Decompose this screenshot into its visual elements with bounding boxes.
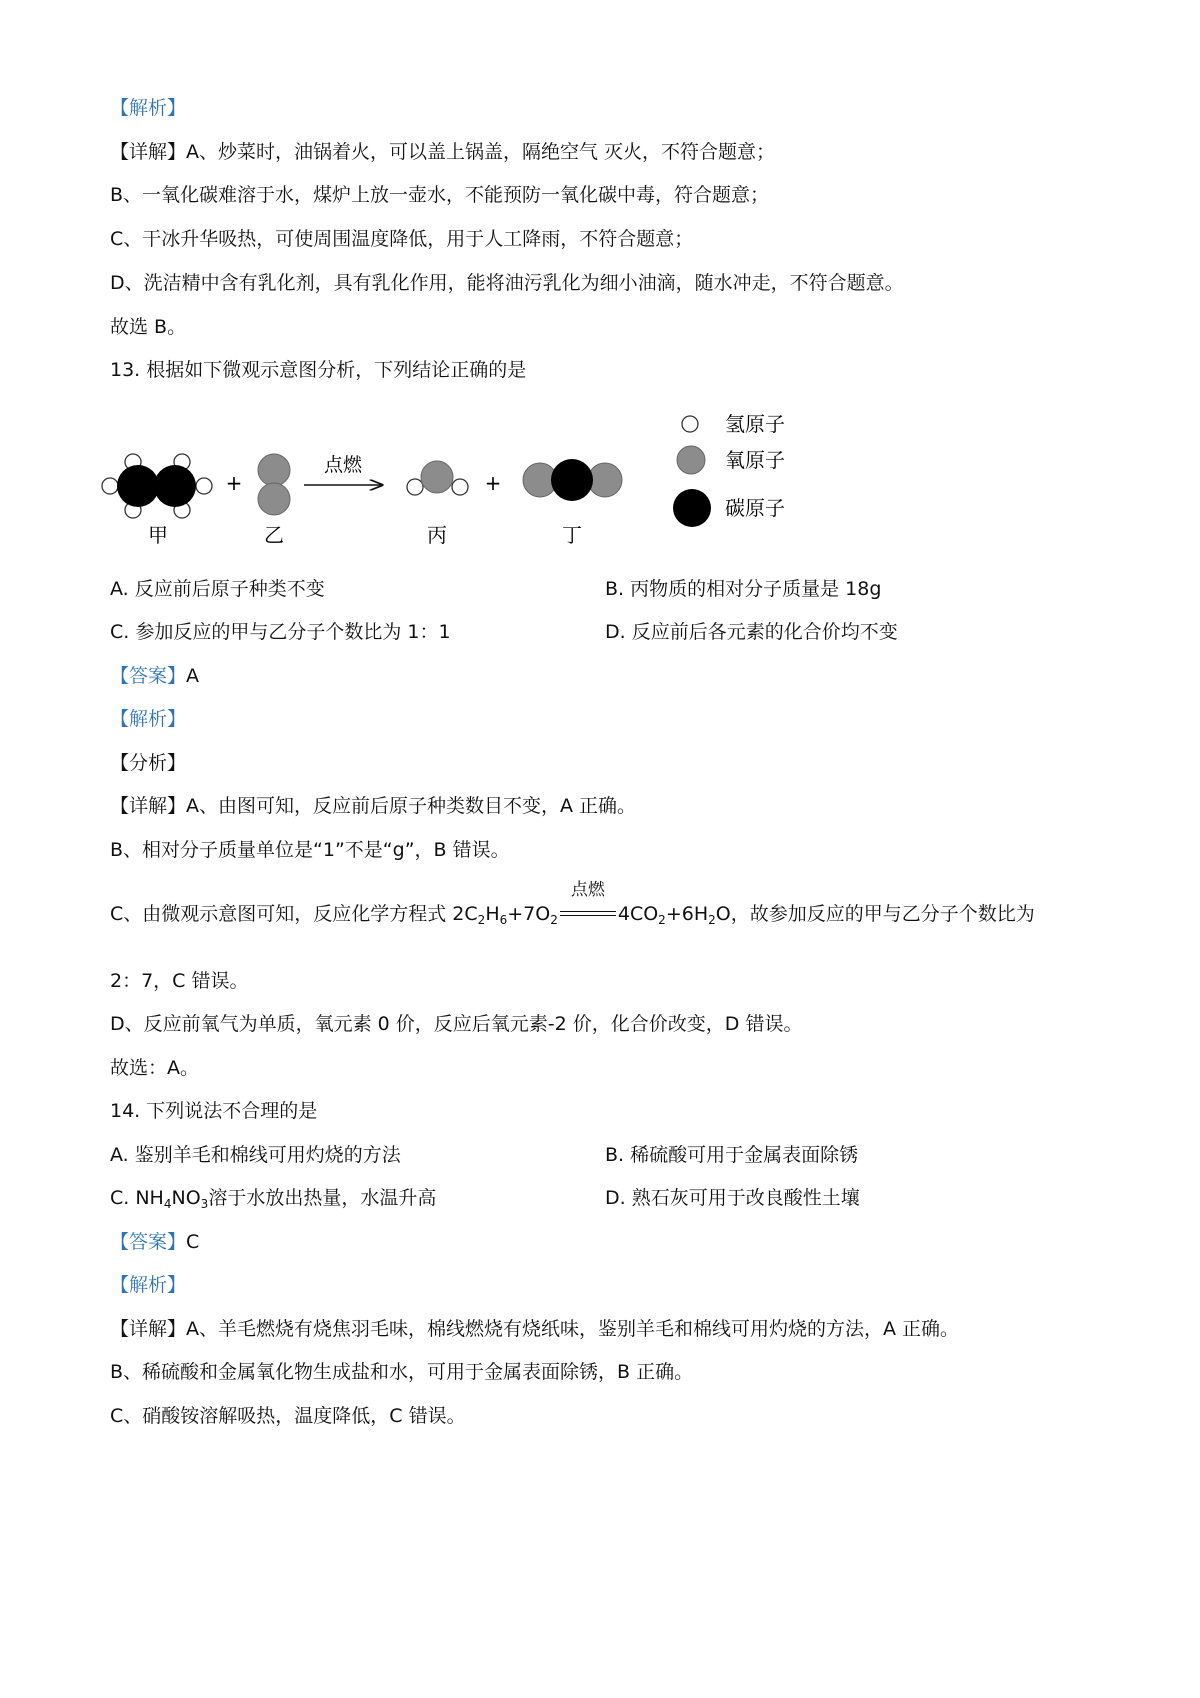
option-a-14: A. 鉴别羊毛和棉线可用灼烧的方法 [110, 1144, 401, 1166]
detail-b-14: B、稀硫酸和金属氧化物生成盐和水，可用于金属表面除锈，B 正确。 [110, 1361, 694, 1383]
detail-tag: 【详解】 [110, 795, 187, 817]
equation-condition: 点燃 [560, 901, 616, 927]
detail-a-14 [110, 1316, 959, 1342]
legend-hydrogen [682, 416, 698, 432]
choice-12: 故选 B。 [110, 316, 187, 338]
analysis-heading: 【解析】 [110, 708, 187, 730]
plus-sign: + [484, 471, 502, 495]
plus-sign: + [225, 471, 243, 495]
reaction-condition: 点燃 [323, 454, 363, 476]
option-d-13: D. 反应前后各元素的化合价均不变 [605, 621, 898, 643]
detail-c-13-cont: 2：7，C 错误。 [110, 970, 249, 992]
molecule-yi [258, 454, 290, 515]
detail-a-13 [110, 793, 636, 819]
label-yi: 乙 [264, 523, 284, 547]
molecule-ding [523, 459, 622, 501]
option-c-14: C. $NH_4NO_3$溶于水放出热量，水温升高 [110, 1187, 437, 1211]
legend-hydrogen-label: 氢原子 [725, 412, 785, 436]
answer-tag: 【答案】 [110, 665, 187, 687]
analysis-heading: 【解析】 [110, 97, 187, 119]
carbon-atom [154, 465, 196, 507]
question-14: 14. 下列说法不合理的是 [110, 1100, 318, 1122]
detail-text: A、由图可知，反应前后原子种类数目不变，A 正确。 [186, 795, 637, 817]
option-b-14: B. 稀硫酸可用于金属表面除锈 [605, 1144, 859, 1166]
legend-oxygen-label: 氧原子 [725, 448, 785, 472]
answer-14 [110, 1229, 199, 1255]
choice-13: 故选：A。 [110, 1057, 199, 1079]
carbon-atom [551, 459, 593, 501]
oxygen-atom [258, 483, 290, 515]
detail-b-13: B、相对分子质量单位是“1”不是“g”，B 错误。 [110, 839, 510, 861]
label-bing: 丙 [427, 523, 447, 547]
label-jia: 甲 [148, 523, 168, 547]
detail-text: A、羊毛燃烧有烧焦羽毛味，棉线燃烧有烧纸味，鉴别羊毛和棉线可用灼烧的方法，A 正确。 [186, 1318, 960, 1340]
option-a-13: A. 反应前后原子种类不变 [110, 578, 325, 600]
oxygen-atom [421, 461, 453, 493]
legend-oxygen [677, 446, 705, 474]
molecule-bing [407, 461, 468, 495]
detail-c-13: C、由微观示意图可知，反应化学方程式 $2C_2H_6+7O_2$ 点燃 $4CO_2+6H_2O$，故参加反应的甲与乙分子个数比为 [110, 880, 1035, 927]
carbon-atom [117, 465, 159, 507]
molecule-jia [102, 454, 212, 518]
oxygen-atom [258, 454, 290, 486]
detail-b-12: B、一氧化碳难溶于水，煤炉上放一壶水，不能预防一氧化碳中毒，符合题意； [110, 184, 770, 206]
detail-tag: 【详解】 [110, 141, 187, 163]
legend-carbon [673, 489, 711, 527]
answer-value: C [186, 1231, 200, 1253]
detail-a-12 [110, 139, 775, 165]
oxygen-atom [588, 463, 622, 497]
detail-c-14: C、硝酸铵溶解吸热，温度降低，C 错误。 [110, 1405, 466, 1427]
legend [673, 412, 785, 527]
question-13: 13. 根据如下微观示意图分析，下列结论正确的是 [110, 359, 527, 381]
answer-value: A [186, 665, 200, 687]
hydrogen-atom [102, 478, 118, 494]
micro-reaction-diagram [100, 412, 860, 560]
detail-text: A、炒菜时，油锅着火，可以盖上锅盖，隔绝空气 灭火，不符合题意； [186, 141, 776, 163]
detail-c-12: C、干冰升华吸热，可使周围温度降低，用于人工降雨，不符合题意； [110, 228, 694, 250]
option-d-14: D. 熟石灰可用于改良酸性土壤 [605, 1187, 860, 1209]
hydrogen-atom [196, 478, 212, 494]
detail-d-12: D、洗洁精中含有乳化剂，具有乳化作用，能将油污乳化为细小油滴，随水冲走，不符合题意。 [110, 272, 904, 294]
option-b-13: B. 丙物质的相对分子质量是 18g [605, 578, 882, 600]
hydrogen-atom [407, 479, 423, 495]
hydrogen-atom [452, 479, 468, 495]
answer-tag: 【答案】 [110, 1231, 187, 1253]
answer-13 [110, 663, 199, 689]
option-c-13: C. 参加反应的甲与乙分子个数比为 1：1 [110, 621, 451, 643]
legend-carbon-label: 碳原子 [725, 496, 785, 520]
fenxi-heading: 【分析】 [110, 752, 187, 774]
label-ding: 丁 [562, 523, 582, 547]
analysis-heading: 【解析】 [110, 1274, 187, 1296]
detail-tag: 【详解】 [110, 1318, 187, 1340]
detail-d-13: D、反应前氧气为单质，氧元素 0 价，反应后氧元素-2 价，化合价改变，D 错误。 [110, 1013, 803, 1035]
